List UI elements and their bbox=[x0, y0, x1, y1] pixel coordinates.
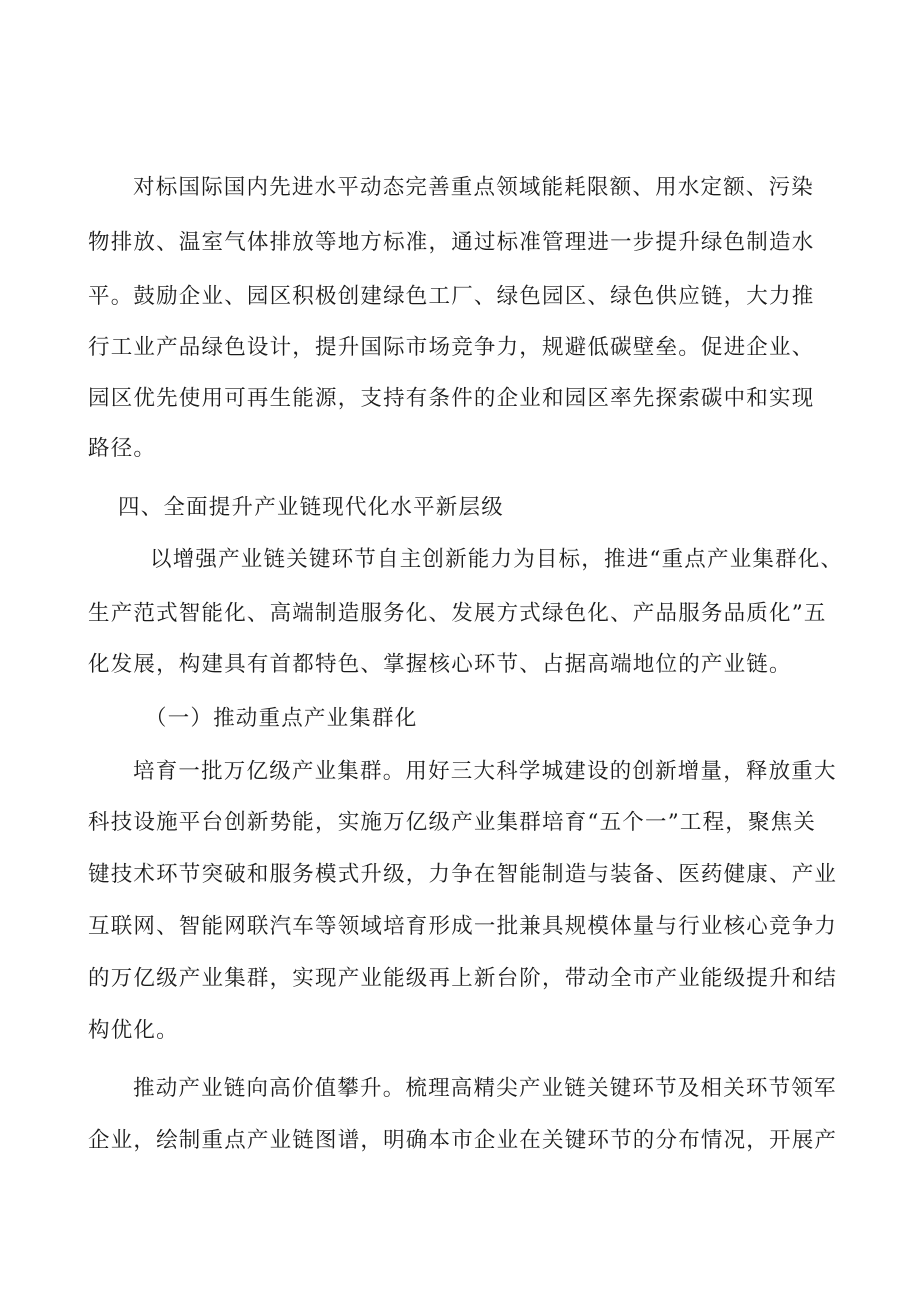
paragraph-1-line: 对标国际国内先进水平动态完善重点领域能耗限额、用水定额、污染 bbox=[133, 175, 815, 200]
paragraph-3-line: 互联网、智能网联汽车等领域培育形成一批兼具规模体量与行业核心竞争力 bbox=[88, 914, 838, 939]
paragraph-3-line: 培育一批万亿级产业集群。用好三大科学城建设的创新增量，释放重大 bbox=[133, 759, 837, 784]
section-heading: 四、全面提升产业链现代化水平新层级 bbox=[118, 495, 504, 520]
paragraph-3-line: 构优化。 bbox=[88, 1018, 179, 1043]
subsection-heading: （一）推动重点产业集群化 bbox=[145, 706, 418, 731]
paragraph-1-line: 物排放、温室气体排放等地方标准，通过标准管理进一步提升绿色制造水 bbox=[88, 230, 815, 255]
paragraph-1-line: 路径。 bbox=[88, 436, 157, 461]
paragraph-4-line: 推动产业链向高价值攀升。梳理高精尖产业链关键环节及相关环节领军 bbox=[133, 1076, 837, 1101]
paragraph-2-line: 以增强产业链关键环节自主创新能力为目标，推进“重点产业集群化、 bbox=[150, 547, 844, 572]
paragraph-1-line: 园区优先使用可再生能源，支持有条件的企业和园区率先探索碳中和实现 bbox=[88, 386, 815, 411]
paragraph-3-line: 键技术环节突破和服务模式升级，力争在智能制造与装备、医药健康、产业 bbox=[88, 862, 838, 887]
paragraph-2-line: 生产范式智能化、高端制造服务化、发展方式绿色化、产品服务品质化”五 bbox=[88, 601, 827, 626]
paragraph-4-line: 企业，绘制重点产业链图谱，明确本市企业在关键环节的分布情况，开展产 bbox=[88, 1128, 838, 1153]
paragraph-3-line: 的万亿级产业集群，实现产业能级再上新台阶，带动全市产业能级提升和结 bbox=[88, 966, 838, 991]
paragraph-3-line: 科技设施平台创新势能，实施万亿级产业集群培育“五个一”工程，聚焦关 bbox=[88, 810, 817, 835]
paragraph-2-line: 化发展，构建具有首都特色、掌握核心环节、占据高端地位的产业链。 bbox=[88, 652, 792, 677]
paragraph-1-line: 行工业产品绿色设计，提升国际市场竞争力，规避低碳壁垒。促进企业、 bbox=[88, 335, 815, 360]
paragraph-1-line: 平。鼓励企业、园区积极创建绿色工厂、绿色园区、绿色供应链，大力推 bbox=[88, 284, 815, 309]
